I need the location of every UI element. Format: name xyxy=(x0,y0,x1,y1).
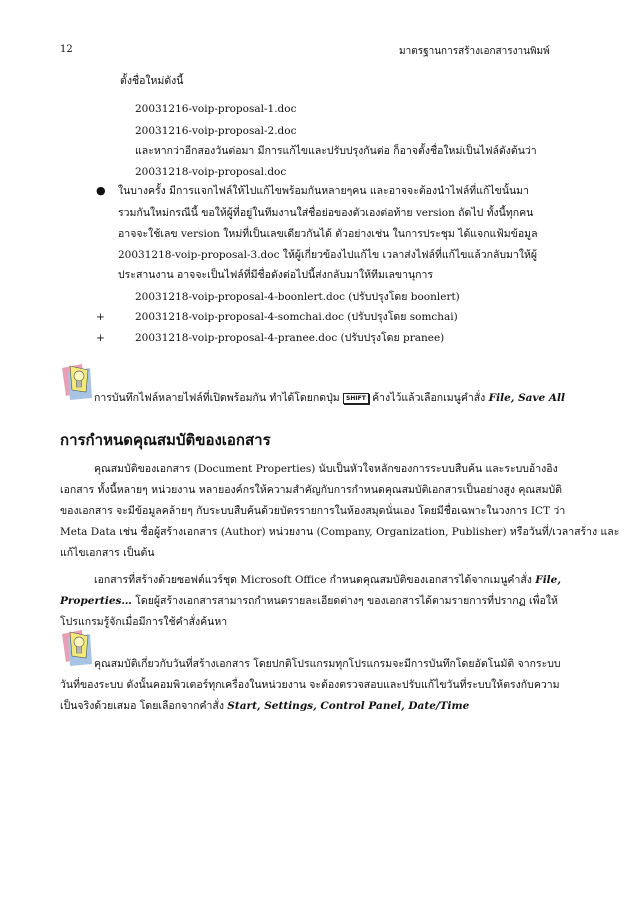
file-list-item: 20031218-voip-proposal-4-boonlert.doc (ปรับปรุงโดย boonlert) xyxy=(135,291,460,303)
file-list-item: 20031218-voip-proposal-4-somchai.doc (ปรับปรุงโดย somchai) xyxy=(135,311,458,323)
tip-line xyxy=(60,699,469,713)
paragraph-line: แก้ไขเอกสาร เป็นต้น xyxy=(60,547,155,559)
filename-line: 20031218-voip-proposal.doc xyxy=(135,166,287,178)
tip-text-before: การบันทึกไฟล์หลายไฟล์ที่เปิดพร้อมกัน ทำได้โดยกดปุ่ม xyxy=(94,392,340,404)
paragraph-text: เอกสารที่สร้างด้วยซอฟต์แวร์ชุด Microsoft Office กำหนดคุณสมบัติของเอกสารได้จากเมนูคำสั่ง xyxy=(94,574,532,586)
paragraph-line xyxy=(60,594,558,608)
shift-key-icon: SHIFT xyxy=(343,393,369,404)
menu-command: File, xyxy=(535,574,562,586)
tip-text-after: ค้างไว้แล้วเลือกเมนูคำสั่ง xyxy=(372,392,486,404)
running-header-title: มาตรฐานการสร้างเอกสารงานพิมพ์ xyxy=(399,46,550,57)
paragraph-line: Meta Data เช่น ชื่อผู้สร้างเอกสาร (Author) หน่วยงาน (Company, Organization, Publisher) หรือวันที่/เวลาสร้าง และ xyxy=(60,526,620,538)
list-marker: + xyxy=(96,311,105,323)
paragraph-line xyxy=(94,573,561,587)
body-line: และหากว่าอีกสองวันต่อมา มีการแก้ไขและปรับปรุงกันต่อ ก็อาจตั้งชื่อใหม่เป็นไฟล์ดังต้นว่า xyxy=(135,145,537,157)
list-marker: + xyxy=(96,332,105,344)
page-number: 12 xyxy=(60,44,73,55)
tip-save-all xyxy=(94,391,565,405)
filename-line: 20031216-voip-proposal-1.doc xyxy=(135,103,297,115)
section-heading: การกำหนดคุณสมบัติของเอกสาร xyxy=(60,431,271,449)
paragraph-line: เอกสาร ทั้งนี้หลายๆ หน่วยงาน หลายองค์กรให้ความสำคัญกับการกำหนดคุณสมบัติเอกสารเป็นอย่างสูง คุณสมบัติ xyxy=(60,484,562,496)
bullet-line: 20031218-voip-proposal-3.doc ให้ผู้เกี่ยวข้องไปแก้ไข เวลาส่งไฟล์ที่แก้ไขแล้วกลับมาให้ผู้ xyxy=(118,249,538,261)
paragraph-line: โปรแกรมรู้จักเมื่อมีการใช้คำสั่งค้นหา xyxy=(60,616,228,628)
intro-line: ตั้งชื่อใหม่ดังนี้ xyxy=(120,75,184,87)
bullet-line: อาจจะใช้เลข version ใหม่ที่เป็นเลขเดียวกันได้ ตัวอย่างเช่น ในการประชุม ได้แจกแฟ้มข้อมูล xyxy=(118,228,538,240)
paragraph-text: โดยผู้สร้างเอกสารสามารถกำหนดรายละเอียดต่างๆ ของเอกสารได้ตามรายการที่ปรากฏ เพื่อให้ xyxy=(135,595,558,607)
bullet-line: ประสานงาน อาจจะเป็นไฟล์ที่มีชื่อดังต่อไปนี้ส่งกลับมาให้ทีมเลขานุการ xyxy=(118,269,434,281)
file-list-item: 20031218-voip-proposal-4-pranee.doc (ปรับปรุงโดย pranee) xyxy=(135,332,445,344)
tip-line: คุณสมบัติเกี่ยวกับวันที่สร้างเอกสาร โดยปกติโปรแกรมทุกโปรแกรมจะมีการบันทึกโดยอัตโนมัติ จากระบบ xyxy=(94,658,561,670)
tip-command: Start, Settings, Control Panel, Date/Time xyxy=(227,700,470,712)
tip-command: File, Save All xyxy=(488,392,566,404)
bullet-marker: ● xyxy=(96,184,106,197)
tip-text: เป็นจริงด้วยเสมอ โดยเลือกจากคำสั่ง xyxy=(60,700,224,712)
filename-line: 20031216-voip-proposal-2.doc xyxy=(135,125,297,137)
bullet-line: รวมกันใหม่กรณีนี้ ขอให้ผู้ที่อยู่ในทีมงานใส่ชื่อย่อของตัวเองต่อท้าย version ถัดไป ทั้งนี้ทุกคน xyxy=(118,207,534,219)
paragraph-line: ของเอกสาร จะมีข้อมูลคล้ายๆ กับระบบสืบค้นด้วยบัตรรายการในห้องสมุดนั่นเอง โดยมีชื่อเฉพาะในวงการ ICT ว่า xyxy=(60,505,566,517)
paragraph-line: คุณสมบัติของเอกสาร (Document Properties) นับเป็นหัวใจหลักของการระบบสืบค้น และระบบอ้างอิง xyxy=(94,463,558,475)
bullet-line: ในบางครั้ง มีการแจกไฟล์ให้ไปแก้ไขพร้อมกันหลายๆคน และอาจจะต้องนำไฟล์ที่แก้ไขนั้นมา xyxy=(118,185,529,197)
menu-command: Properties… xyxy=(60,595,132,607)
tip-line: วันที่ของระบบ ดังนั้นคอมพิวเตอร์ทุกเครื่องในหน่วยงาน จะต้องตรวจสอบและปรับแก้ไขวันที่ระบบให้ตรงกับความ xyxy=(60,679,560,691)
